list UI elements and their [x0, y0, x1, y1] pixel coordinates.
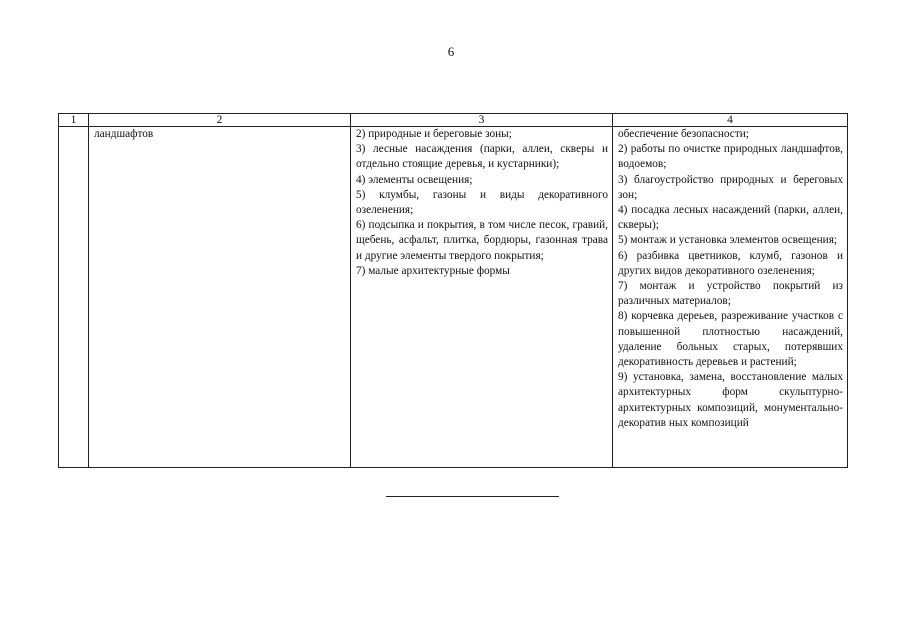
list-item: 8) корчевка дереьев, разреживание участков с повышенной плотностью насаждений, удаление больных старых, потерявших декоративность деревьев и растений;	[618, 310, 843, 369]
list-item: 4) посадка лесных насаждений (парки, аллеи, скверы);	[618, 204, 843, 232]
list-item: 3) благоустройство природных и береговых зон;	[618, 173, 843, 201]
list-item: обеспечение безопасности;	[618, 128, 749, 140]
column-header-4: 4	[613, 114, 848, 127]
column-header-3: 3	[351, 114, 613, 127]
list-item: 6) подсыпка и покрытия, в том числе песок, гравий, щебень, асфальт, плитка, бордюры, газонная трава и другие элементы твердого покрытия;	[356, 219, 608, 262]
cell-col-2: ландшафтов	[89, 127, 351, 468]
list-item: 3) лесные насаждения (парки, аллеи, скверы и отдельно стоящие деревья, и кустарники);	[356, 143, 608, 171]
list-item: 9) установка, замена, восстановление малых архитектурных форм скульптурно-архитектурных композиций, монументально-декоратив ных композиций	[618, 371, 843, 429]
list-item: 7) малые архитектурные формы	[356, 264, 510, 277]
table-row	[59, 127, 848, 468]
list-item: 5) клумбы, газоны и виды декоративного озеленения;	[356, 188, 608, 217]
list-item: 4) элементы освещения;	[356, 173, 473, 186]
table-header-row	[59, 114, 848, 127]
list-item: 6) разбивка цветников, клумб, газонов и других видов декоративного озеленения;	[618, 249, 843, 277]
column-header-2: 2	[89, 114, 351, 127]
data-table	[58, 113, 848, 468]
cell-col-1	[59, 127, 89, 468]
list-item: 5) монтаж и установка элементов освещения;	[618, 234, 838, 247]
page-number: 6	[447, 44, 455, 59]
cell-col-3	[351, 127, 613, 468]
cell-col-4	[613, 127, 848, 468]
list-item: 2) природные и береговые зоны;	[356, 128, 512, 140]
list-item: 7) монтаж и устройство покрытий из различных материалов;	[618, 280, 843, 308]
list-item: 2) работы по очистке природных ландшафтов, водоемов;	[618, 143, 843, 171]
closing-rule	[386, 496, 559, 497]
column-header-1: 1	[59, 114, 89, 127]
